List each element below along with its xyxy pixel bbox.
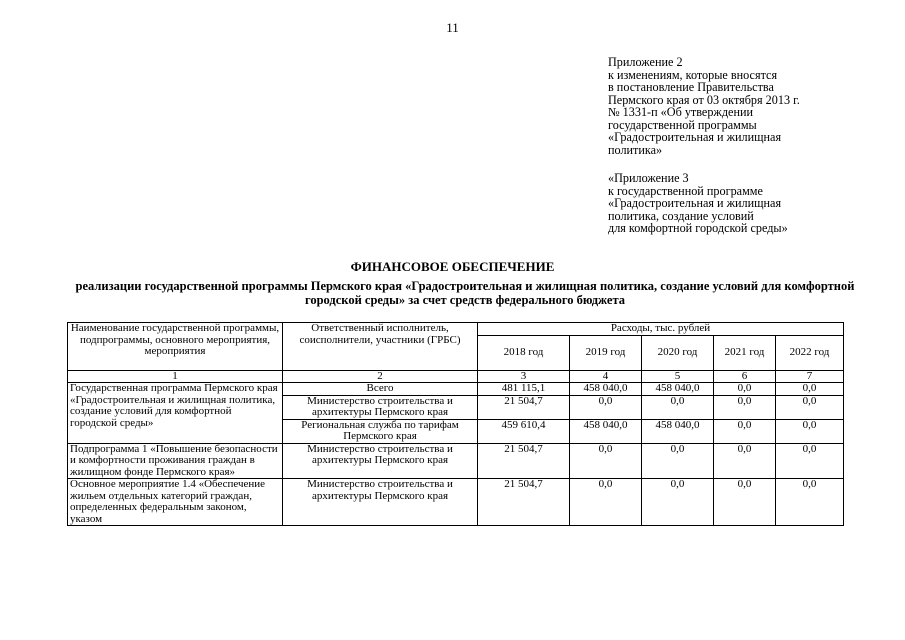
- activity-name-cell: Основное мероприятие 1.4 «Обеспечение жильем отдельных категорий граждан, определенных федеральным законом, указом: [68, 479, 283, 526]
- column-number: 5: [642, 370, 714, 383]
- appendix-line: в постановление Правительства: [608, 80, 774, 94]
- appendix-line: к изменениям, которые вносятся: [608, 67, 778, 82]
- value-cell: 0,0: [570, 443, 642, 479]
- value-cell: 458 040,0: [570, 419, 642, 443]
- value-cell: 0,0: [570, 479, 642, 526]
- column-number-row: [68, 370, 844, 383]
- subprogram-name-cell: Подпрограмма 1 «Повышение безопасности и комфортности проживания граждан в жилищном фонде Пермского края»: [68, 443, 283, 479]
- header-year-cell: 2021 год: [714, 335, 776, 370]
- appendix-note-3: [608, 172, 898, 235]
- executor-cell: Министерство строительства и архитектуры Пермского края: [283, 479, 478, 526]
- value-cell: 481 115,1: [478, 383, 570, 396]
- executor-cell: Министерство строительства и архитектуры Пермского края: [283, 443, 478, 479]
- appendix-line: к государственной программе: [608, 183, 763, 198]
- value-cell: 458 040,0: [642, 383, 714, 396]
- value-cell: 0,0: [642, 443, 714, 479]
- appendix-line: № 1331-п «Об утверждении: [608, 105, 754, 119]
- header-executor-cell: Ответственный исполнитель, соисполнители, участники (ГРБС): [283, 323, 478, 371]
- document-title: ФИНАНСОВОЕ ОБЕСПЕЧЕНИЕ: [350, 259, 555, 274]
- header-year-cell: 2019 год: [570, 335, 642, 370]
- value-cell: 0,0: [776, 395, 844, 419]
- appendix-line: государственной программы: [608, 117, 757, 132]
- appendix-note-2: [608, 56, 898, 156]
- column-number: 1: [68, 370, 283, 383]
- value-cell: 0,0: [776, 419, 844, 443]
- value-cell: 0,0: [776, 443, 844, 479]
- value-cell: 0,0: [714, 419, 776, 443]
- financing-table: [67, 322, 844, 526]
- appendix-line: Пермского края от 03 октября 2013 г.: [608, 92, 800, 107]
- value-cell: 0,0: [714, 395, 776, 419]
- column-number: 2: [283, 370, 478, 383]
- appendix-line: «Градостроительная и жилищная: [608, 196, 782, 210]
- value-cell: 458 040,0: [642, 419, 714, 443]
- appendix-line: для комфортной городской среды»: [608, 221, 788, 235]
- value-cell: 0,0: [714, 443, 776, 479]
- header-expenses-cell: Расходы, тыс. рублей: [478, 323, 844, 336]
- value-cell: 0,0: [714, 383, 776, 396]
- program-name-cell: Государственная программа Пермского края «Градостроительная и жилищная политика, создание условий для комфортной городской среды»: [68, 383, 283, 444]
- page-number: 11: [446, 20, 459, 35]
- appendix-line: «Приложение 3: [608, 171, 689, 185]
- value-cell: 0,0: [776, 383, 844, 396]
- table-row: [68, 383, 844, 396]
- header-name-cell: Наименование государственной программы, подпрограммы, основного мероприятия, мероприятия: [68, 323, 283, 371]
- document-subtitle: реализации государственной программы Пермского края «Градостроительная и жилищная политика, создание условий для комфортной городской среды» за счет средств федерального бюджета: [75, 279, 855, 307]
- executor-cell: Региональная служба по тарифам Пермского края: [283, 419, 478, 443]
- executor-cell: Всего: [283, 383, 478, 396]
- table-row: [68, 479, 844, 526]
- header-year-cell: 2020 год: [642, 335, 714, 370]
- value-cell: 0,0: [642, 479, 714, 526]
- value-cell: 21 504,7: [478, 443, 570, 479]
- value-cell: 21 504,7: [478, 479, 570, 526]
- value-cell: 0,0: [642, 395, 714, 419]
- value-cell: 0,0: [570, 395, 642, 419]
- header-year-cell: 2022 год: [776, 335, 844, 370]
- value-cell: 0,0: [776, 479, 844, 526]
- header-year-cell: 2018 год: [478, 335, 570, 370]
- value-cell: 458 040,0: [570, 383, 642, 396]
- column-number: 7: [776, 370, 844, 383]
- appendix-line: «Градостроительная и жилищная: [608, 130, 782, 144]
- header-row: [68, 323, 844, 336]
- table-row: [68, 443, 844, 479]
- value-cell: 0,0: [714, 479, 776, 526]
- column-number: 4: [570, 370, 642, 383]
- value-cell: 21 504,7: [478, 395, 570, 419]
- appendix-line: политика, создание условий: [608, 208, 754, 223]
- appendix-line: политика»: [608, 142, 663, 157]
- column-number: 6: [714, 370, 776, 383]
- executor-cell: Министерство строительства и архитектуры Пермского края: [283, 395, 478, 419]
- column-number: 3: [478, 370, 570, 383]
- value-cell: 459 610,4: [478, 419, 570, 443]
- appendix-line: Приложение 2: [608, 55, 683, 69]
